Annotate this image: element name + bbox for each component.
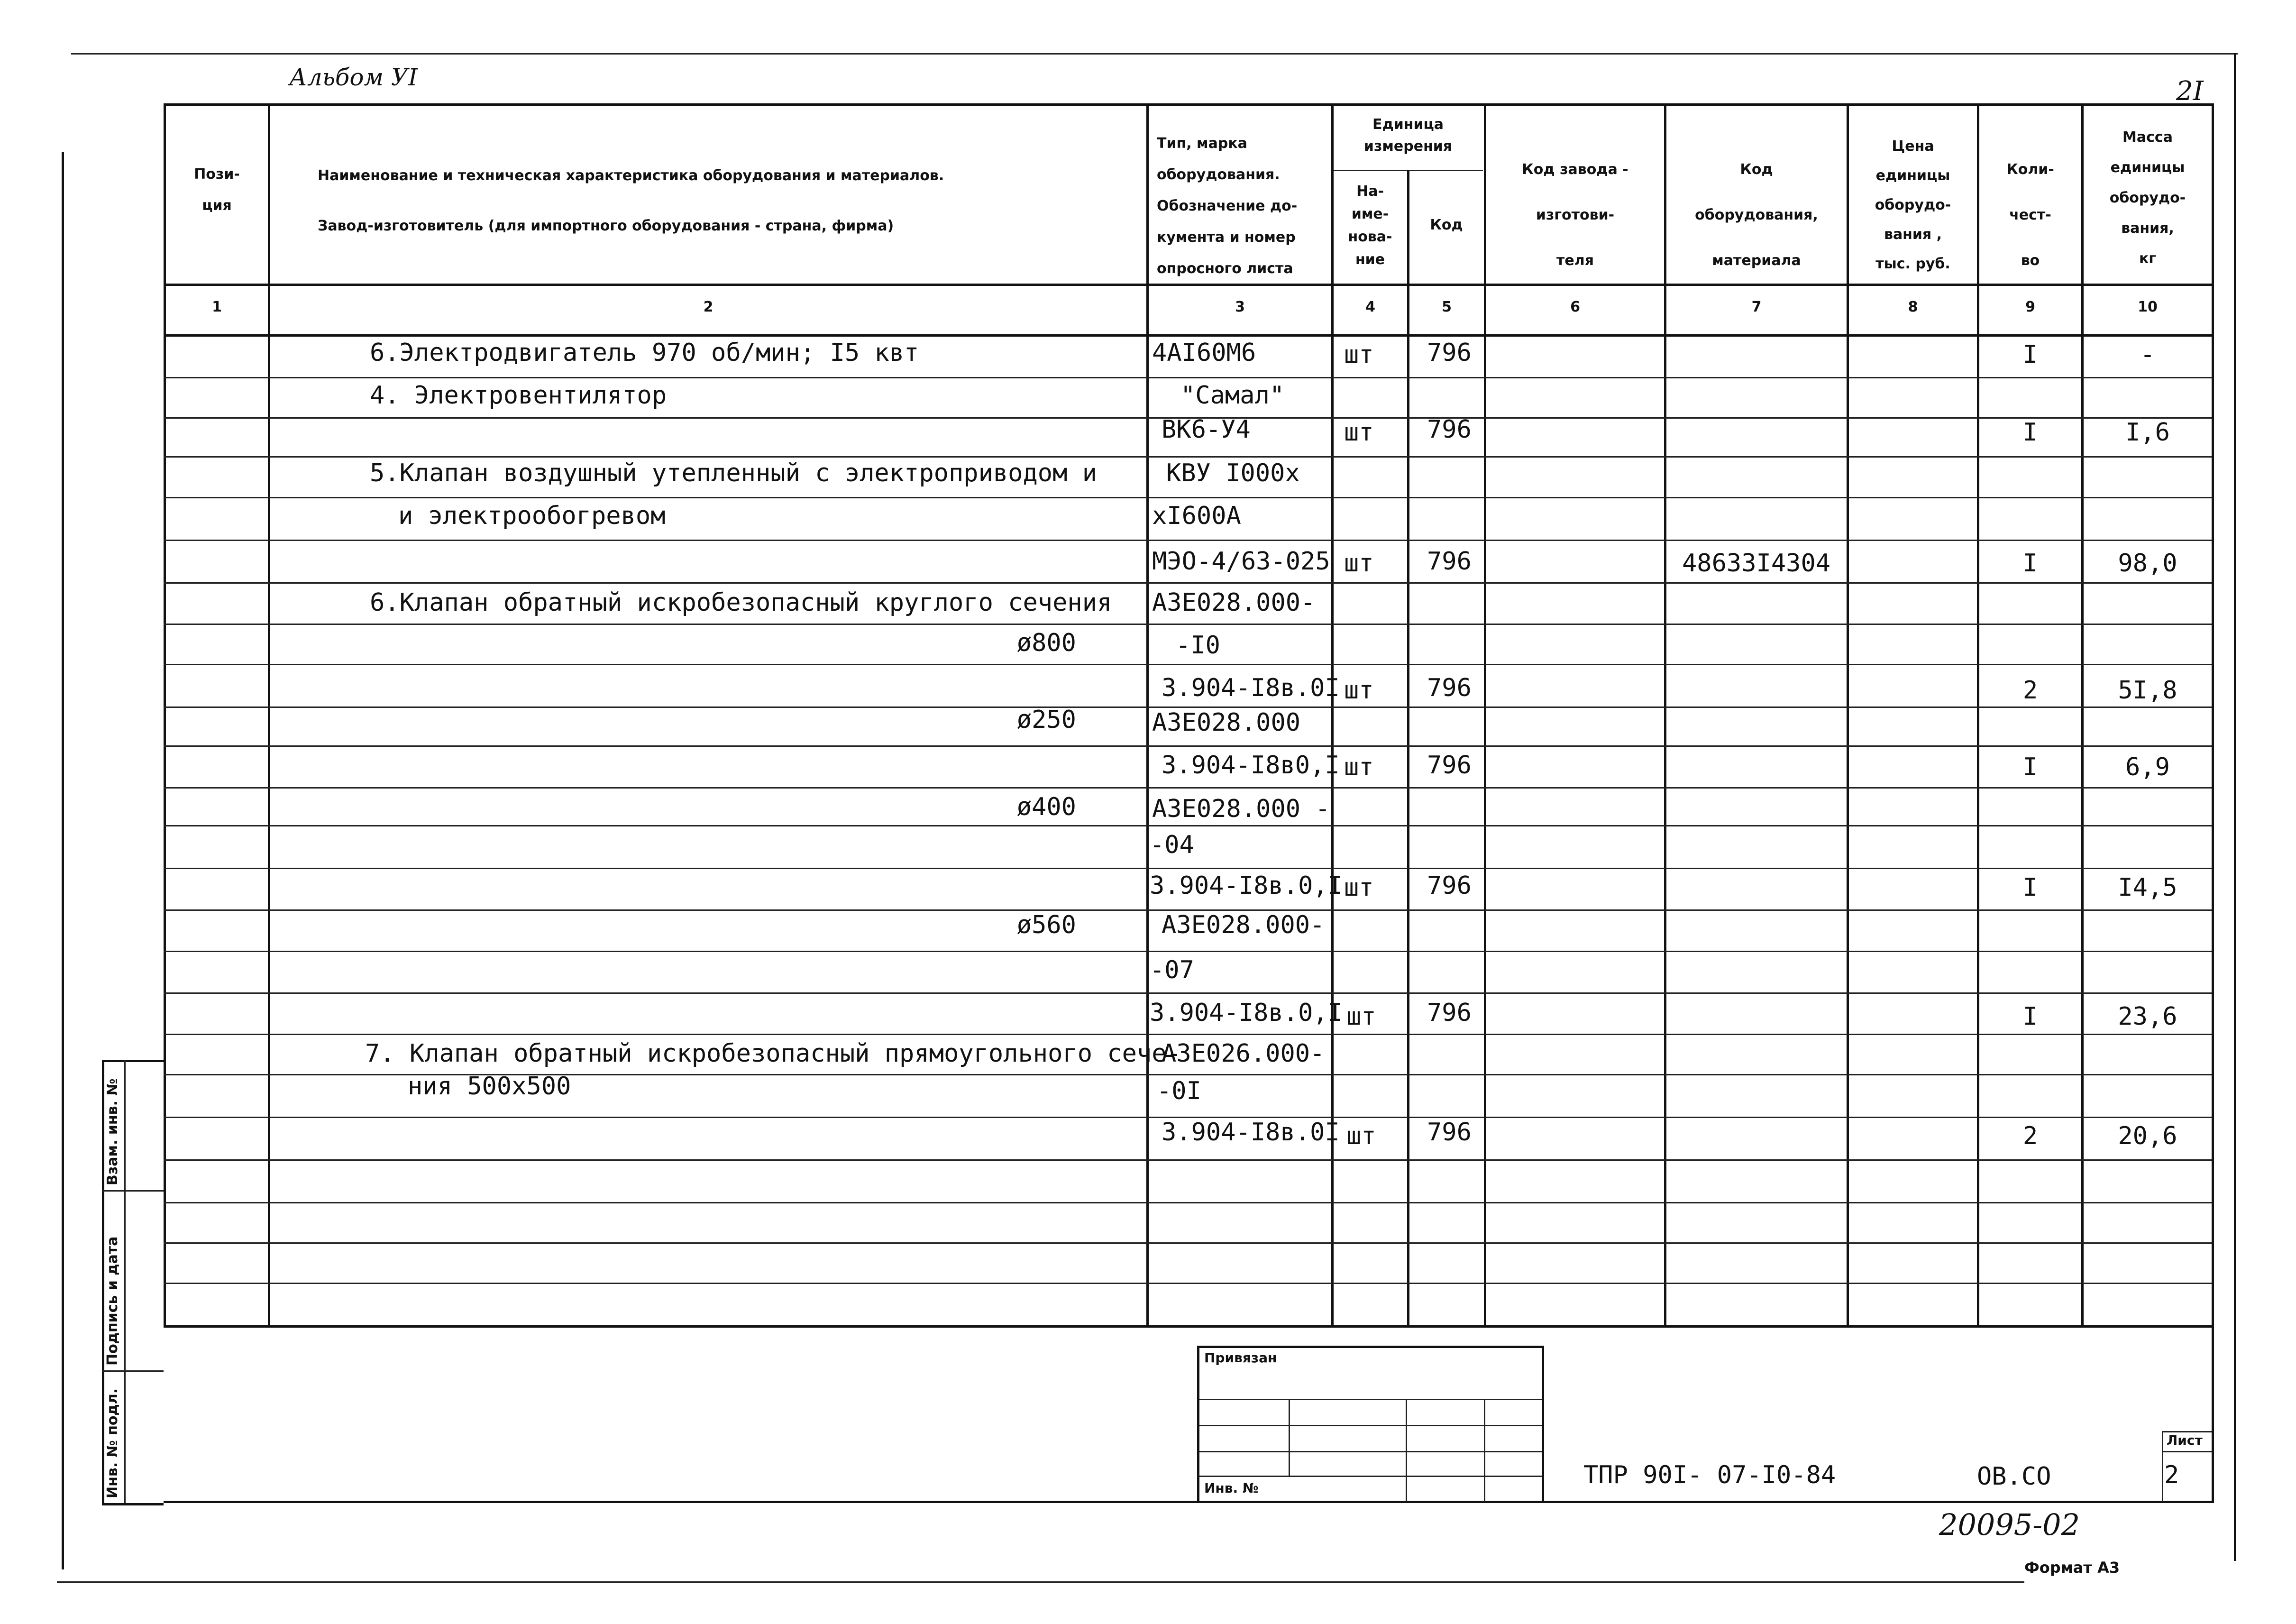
column-number: 7 bbox=[1751, 299, 1762, 315]
title-block-bottom bbox=[164, 1501, 2212, 1503]
row-line bbox=[164, 497, 2212, 498]
item-mass: I4,5 bbox=[2118, 873, 2177, 902]
side-stamp-div bbox=[102, 1370, 164, 1372]
row-line bbox=[164, 825, 2212, 826]
item-qty: I bbox=[2022, 873, 2038, 902]
item-mass: 98,0 bbox=[2118, 549, 2177, 578]
item-mass: I,6 bbox=[2125, 418, 2170, 447]
col-line-10 bbox=[2212, 103, 2214, 1327]
item-code: 796 bbox=[1427, 547, 1472, 576]
column-number: 1 bbox=[212, 299, 222, 315]
privyazan-right bbox=[1542, 1346, 1544, 1502]
title-block-right bbox=[2212, 1325, 2214, 1503]
col-line-7 bbox=[1847, 103, 1849, 1327]
header-price-line: вания , bbox=[1884, 226, 1942, 243]
header-type bbox=[1157, 128, 1297, 284]
item-code: 796 bbox=[1427, 1118, 1472, 1147]
frame-left-edge bbox=[62, 152, 64, 1569]
item-type: -I0 bbox=[1176, 631, 1220, 660]
row-line bbox=[164, 868, 2212, 869]
header-eqcode-line: материала bbox=[1712, 252, 1801, 269]
header-position-line: Пози- bbox=[194, 166, 240, 183]
item-code: 796 bbox=[1427, 872, 1472, 900]
sheet-box-left bbox=[2162, 1431, 2163, 1502]
privyazan-label: Привязан bbox=[1204, 1350, 1277, 1366]
item-code: 796 bbox=[1427, 751, 1472, 780]
item-name: 7. Клапан обратный искробезопасный прямоугольного сече- bbox=[365, 1039, 1181, 1068]
column-number: 10 bbox=[2138, 299, 2158, 315]
item-unit: шт bbox=[1344, 676, 1374, 705]
header-price-line: оборудо- bbox=[1875, 197, 1951, 213]
col-line-0 bbox=[164, 103, 166, 1327]
header-price-line: единицы bbox=[1875, 167, 1950, 184]
header-mass-line: кг bbox=[2139, 250, 2157, 267]
item-unit: шт bbox=[1344, 340, 1374, 369]
column-number: 3 bbox=[1235, 299, 1245, 315]
header-name-line: Завод-изготовитель (для импортного оборудования - страна, фирма) bbox=[318, 218, 894, 234]
item-mass: - bbox=[2140, 340, 2155, 369]
header-unit-name-line: име- bbox=[1351, 206, 1389, 222]
item-type: xI600A bbox=[1152, 502, 1241, 530]
header-type-line: кумента и номер bbox=[1157, 229, 1296, 246]
row-line bbox=[164, 1283, 2212, 1284]
bottom-trim-line bbox=[57, 1581, 2024, 1583]
column-number: 9 bbox=[2025, 299, 2035, 315]
item-name: 4. Электровентилятор bbox=[370, 381, 667, 410]
item-unit: шт bbox=[1344, 549, 1374, 578]
paper-format-label: Формат А3 bbox=[2024, 1559, 2120, 1577]
item-type: КВУ I000x bbox=[1166, 459, 1300, 487]
item-type: АЗЕ026.000- bbox=[1162, 1039, 1325, 1068]
header-position-line: ция bbox=[202, 197, 232, 214]
header-type-line: Тип, марка bbox=[1157, 135, 1247, 152]
row-line bbox=[164, 706, 2212, 708]
header-eqcode-line: оборудования, bbox=[1695, 207, 1818, 223]
header-unit-name bbox=[1333, 180, 1407, 271]
col-line-6 bbox=[1664, 103, 1666, 1327]
item-diameter: ø800 bbox=[1016, 629, 1076, 657]
side-stamp-bottom bbox=[102, 1503, 164, 1505]
row-line bbox=[164, 992, 2212, 994]
header-type-line: опросного листа bbox=[1157, 260, 1293, 277]
privyazan-col bbox=[1406, 1399, 1407, 1502]
item-name: 5.Клапан воздушный утепленный с электроприводом и bbox=[370, 459, 1098, 487]
col-line-1 bbox=[268, 103, 270, 1327]
header-mass bbox=[2084, 122, 2212, 274]
item-type: ВК6-У4 bbox=[1162, 415, 1251, 444]
item-type: 4AI60M6 bbox=[1152, 339, 1256, 367]
row-line bbox=[164, 1202, 2212, 1203]
item-type: -0I bbox=[1157, 1077, 1201, 1105]
side-stamp-top bbox=[102, 1060, 164, 1062]
privyazan-row bbox=[1197, 1425, 1543, 1426]
item-qty: I bbox=[2022, 340, 2038, 369]
header-factory-line: теля bbox=[1556, 252, 1594, 269]
header-price-line: Цена bbox=[1892, 138, 1934, 155]
header-unit-group bbox=[1332, 114, 1484, 157]
item-mass: 6,9 bbox=[2125, 753, 2170, 781]
header-qty-line: чест- bbox=[2009, 207, 2051, 223]
header-unit-code: Код bbox=[1430, 217, 1463, 233]
privyazan-row bbox=[1197, 1451, 1543, 1452]
privyazan-row bbox=[1197, 1399, 1543, 1400]
item-diameter: ø560 bbox=[1016, 911, 1076, 939]
col-line-5 bbox=[1484, 103, 1486, 1327]
header-eqcode-line: Код bbox=[1740, 161, 1773, 178]
item-code: 796 bbox=[1427, 999, 1472, 1027]
row-line bbox=[164, 787, 2212, 789]
row-line bbox=[164, 377, 2212, 378]
header-type-line: оборудования. bbox=[1157, 166, 1280, 183]
column-number: 8 bbox=[1908, 299, 1918, 315]
item-type: АЗЕ028.000- bbox=[1152, 588, 1316, 617]
handwritten-archive-number: 20095-02 bbox=[1939, 1507, 2080, 1542]
item-type: 3.904-I8в.0,I bbox=[1150, 872, 1343, 900]
item-type: АЗЕ028.000- bbox=[1162, 911, 1325, 939]
header-unit-line: измерения bbox=[1363, 138, 1453, 155]
item-unit: шт bbox=[1344, 753, 1374, 781]
header-type-line: Обозначение до- bbox=[1157, 198, 1298, 214]
header-mass-line: оборудо- bbox=[2109, 190, 2186, 206]
header-price bbox=[1849, 132, 1977, 279]
header-mass-line: единицы bbox=[2110, 159, 2185, 176]
col-line-4 bbox=[1407, 170, 1409, 1327]
item-unit: шт bbox=[1346, 1002, 1376, 1031]
item-qty: 2 bbox=[2022, 676, 2038, 705]
header-unit-name-line: На- bbox=[1356, 183, 1384, 200]
item-mass: 23,6 bbox=[2118, 1002, 2177, 1031]
row-line bbox=[164, 951, 2212, 952]
item-type: 3.904-I8в.0,I bbox=[1150, 999, 1343, 1027]
item-code: 796 bbox=[1427, 674, 1472, 702]
item-type: АЗЕ028.000 - bbox=[1152, 795, 1330, 823]
item-type: 3.904-I8в.0I bbox=[1162, 674, 1340, 702]
item-diameter: ø250 bbox=[1016, 706, 1076, 734]
item-type: -07 bbox=[1150, 956, 1194, 984]
item-type: 3.904-I8в0,I bbox=[1162, 751, 1340, 780]
item-type: МЭО-4/63-025 bbox=[1152, 547, 1330, 576]
header-quantity bbox=[1979, 147, 2081, 284]
side-label-replace-inv: Взам. инв. № bbox=[104, 1078, 121, 1185]
frame-right-edge bbox=[2234, 53, 2236, 1561]
document-code: ТПР 90I- 07-I0-84 bbox=[1583, 1461, 1836, 1489]
sheet-number: 2 bbox=[2164, 1461, 2179, 1489]
row-line bbox=[164, 745, 2212, 747]
header-factory-line: изготови- bbox=[1536, 207, 1615, 223]
page-corner-number: 2I bbox=[2176, 76, 2204, 107]
sheet-box-mid bbox=[2162, 1451, 2212, 1452]
row-line bbox=[164, 1034, 2212, 1035]
header-unit-name-line: ние bbox=[1355, 251, 1385, 268]
item-type: АЗЕ028.000 bbox=[1152, 708, 1301, 737]
sheet-code: ОВ.СО bbox=[1977, 1462, 2051, 1491]
item-qty: 2 bbox=[2022, 1122, 2038, 1150]
header-qty-line: Коли- bbox=[2006, 161, 2054, 178]
header-factory-code bbox=[1486, 147, 1664, 284]
header-unit-line: Единица bbox=[1372, 116, 1444, 133]
row-line bbox=[164, 664, 2212, 665]
item-name: и электрообогревом bbox=[398, 502, 666, 530]
side-stamp-mid bbox=[124, 1060, 126, 1505]
item-mass: 20,6 bbox=[2118, 1122, 2177, 1150]
column-number: 4 bbox=[1365, 299, 1375, 315]
header-equipment-code bbox=[1666, 147, 1847, 284]
item-qty: I bbox=[2022, 753, 2038, 781]
header-position bbox=[166, 159, 268, 221]
item-name-continued: ния 500x500 bbox=[408, 1072, 571, 1101]
header-factory-line: Код завода - bbox=[1522, 161, 1628, 178]
item-qty: I bbox=[2022, 418, 2038, 447]
header-price-line: тыс. руб. bbox=[1875, 256, 1950, 272]
item-mass: 5I,8 bbox=[2118, 676, 2177, 705]
item-unit: шт bbox=[1344, 873, 1374, 902]
album-label: Альбом УI bbox=[289, 64, 418, 91]
column-number: 6 bbox=[1570, 299, 1580, 315]
privyazan-top bbox=[1197, 1346, 1543, 1348]
item-code: 796 bbox=[1427, 339, 1472, 367]
side-label-signature-date: Подпись и дата bbox=[104, 1236, 121, 1366]
colnum-bottom bbox=[164, 334, 2212, 337]
header-qty-line: во bbox=[2021, 252, 2040, 269]
sheet-label: Лист bbox=[2167, 1432, 2203, 1448]
item-code: 796 bbox=[1427, 415, 1472, 444]
item-unit: шт bbox=[1344, 418, 1374, 447]
row-line bbox=[164, 456, 2212, 458]
top-trim-line bbox=[71, 53, 2238, 55]
item-diameter: ø400 bbox=[1016, 793, 1076, 821]
col-line-2 bbox=[1146, 103, 1149, 1327]
side-label-inv-no: Инв. № подл. bbox=[104, 1388, 121, 1498]
header-mass-line: вания, bbox=[2121, 220, 2174, 237]
column-number: 2 bbox=[703, 299, 713, 315]
inventory-number-label: Инв. № bbox=[1204, 1480, 1259, 1496]
row-line bbox=[164, 540, 2212, 541]
item-type: -04 bbox=[1150, 831, 1194, 859]
header-name-line: Наименование и техническая характеристика оборудования и материалов. bbox=[318, 167, 944, 184]
item-qty: I bbox=[2022, 549, 2038, 578]
header-unit-name-line: нова- bbox=[1348, 229, 1392, 245]
row-line bbox=[164, 582, 2212, 584]
privyazan-left bbox=[1197, 1346, 1199, 1502]
item-type: "Самал" bbox=[1180, 381, 1285, 410]
privyazan-col bbox=[1484, 1399, 1485, 1502]
header-mass-line: Масса bbox=[2122, 129, 2173, 146]
item-unit: шт bbox=[1346, 1122, 1376, 1150]
item-qty: I bbox=[2022, 1002, 2038, 1031]
side-stamp-div bbox=[102, 1190, 164, 1192]
item-name: 6.Электродвигатель 970 об/мин; I5 квт bbox=[370, 339, 919, 367]
table-bottom bbox=[164, 1325, 2212, 1328]
row-line bbox=[164, 1242, 2212, 1244]
row-line bbox=[164, 624, 2212, 625]
row-line bbox=[164, 1159, 2212, 1161]
privyazan-col bbox=[1289, 1399, 1290, 1477]
item-name: 6.Клапан обратный искробезопасный круглого сечения bbox=[370, 588, 1112, 617]
table-top bbox=[164, 103, 2212, 106]
column-number: 5 bbox=[1442, 299, 1452, 315]
privyazan-row bbox=[1197, 1476, 1543, 1477]
header-name bbox=[318, 151, 944, 251]
item-eqcode: 48633I4304 bbox=[1682, 549, 1831, 578]
item-type: 3.904-I8в.0I bbox=[1162, 1118, 1340, 1147]
